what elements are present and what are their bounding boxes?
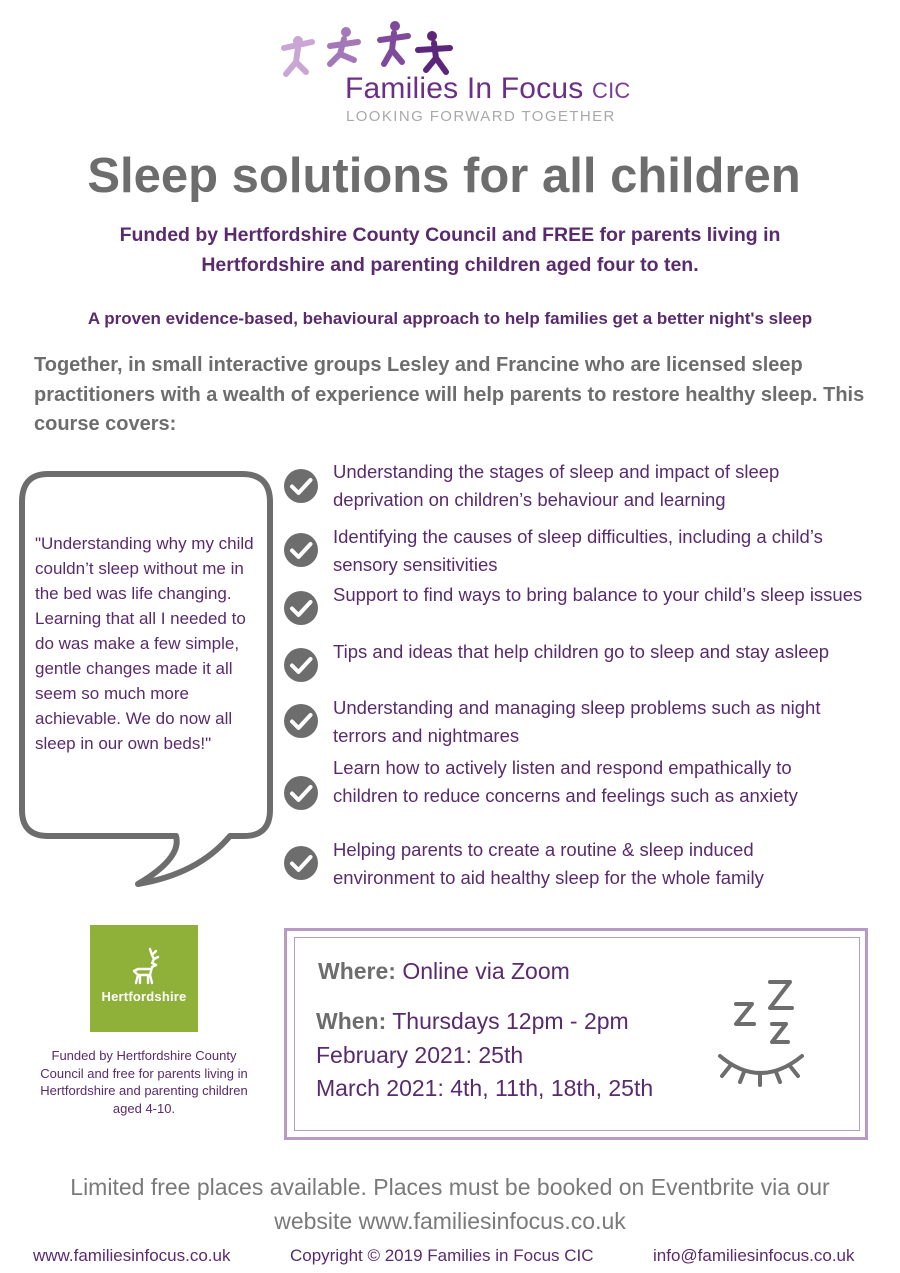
- course-item: Identifying the causes of sleep difficulties, including a child’s sensory sensitivities: [333, 526, 823, 575]
- brand-tagline: LOOKING FORWARD TOGETHER: [346, 108, 616, 125]
- february-dates: February 2021: 25th: [316, 1042, 524, 1068]
- families-figures-icon: [278, 18, 468, 80]
- course-item: Understanding and managing sleep problems such as night terrors and nightmares: [333, 697, 821, 746]
- sleeping-eye-zzz-icon: [712, 972, 812, 1087]
- check-circle-icon: [283, 845, 319, 881]
- footer-website-link[interactable]: www.familiesinfocus.co.uk: [33, 1246, 231, 1265]
- check-circle-icon: [283, 590, 319, 626]
- course-item: Tips and ideas that help children go to sleep and stay asleep: [333, 641, 830, 662]
- course-item: Support to find ways to bring balance to your child’s sleep issues: [333, 584, 863, 605]
- check-circle-icon: [283, 647, 319, 683]
- when-line: When: Thursdays 12pm - 2pm: [316, 1008, 629, 1034]
- testimonial-quote: "Understanding why my child couldn’t sleep without me in the bed was life changing. Learning that all I needed to do was make a few simple, gentle changes made it all seem so much more achievable. We do now all sleep in our own beds!": [35, 534, 254, 753]
- booking-info: Limited free places available. Places must be booked on Eventbrite via our website www.familiesinfocus.co.uk: [70, 1174, 830, 1234]
- check-circle-icon: [283, 532, 319, 568]
- march-dates: March 2021: 4th, 11th, 18th, 25th: [316, 1075, 654, 1101]
- funding-statement: Funded by Hertfordshire County Council and FREE for parents living in Hertfordshire and parenting children aged four to ten.: [119, 224, 781, 276]
- footer-copyright: Copyright © 2019 Families in Focus CIC: [290, 1246, 594, 1265]
- hertfordshire-logo-text: Hertfordshire: [101, 989, 187, 1004]
- course-item: Learn how to actively listen and respond empathically to children to reduce concerns and feelings such as anxiety: [333, 757, 798, 806]
- course-item: Helping parents to create a routine & sleep induced environment to aid healthy sleep for the whole family: [333, 839, 764, 888]
- check-circle-icon: [283, 468, 319, 504]
- hertfordshire-logo: [90, 925, 198, 1032]
- intro-paragraph: Together, in small interactive groups Lesley and Francine who are licensed sleep practitioners with a wealth of experience will help parents to restore healthy sleep. This course covers:: [34, 354, 865, 435]
- approach-statement: A proven evidence-based, behavioural approach to help families get a better night's sleep: [87, 309, 813, 328]
- check-circle-icon: [283, 775, 319, 811]
- course-item: Understanding the stages of sleep and impact of sleep deprivation on children’s behaviour and learning: [333, 461, 780, 510]
- where-line: Where: Online via Zoom: [318, 958, 570, 984]
- check-circle-icon: [283, 703, 319, 739]
- brand-name: Families In Focus CIC: [345, 72, 631, 105]
- page-title: Sleep solutions for all children: [87, 149, 801, 203]
- stag-icon: [130, 947, 162, 987]
- footer-email-link[interactable]: info@familiesinfocus.co.uk: [653, 1246, 855, 1265]
- hertfordshire-caption: Funded by Hertfordshire County Council and free for parents living in Hertfordshire and parenting children aged 4-10.: [40, 1048, 248, 1116]
